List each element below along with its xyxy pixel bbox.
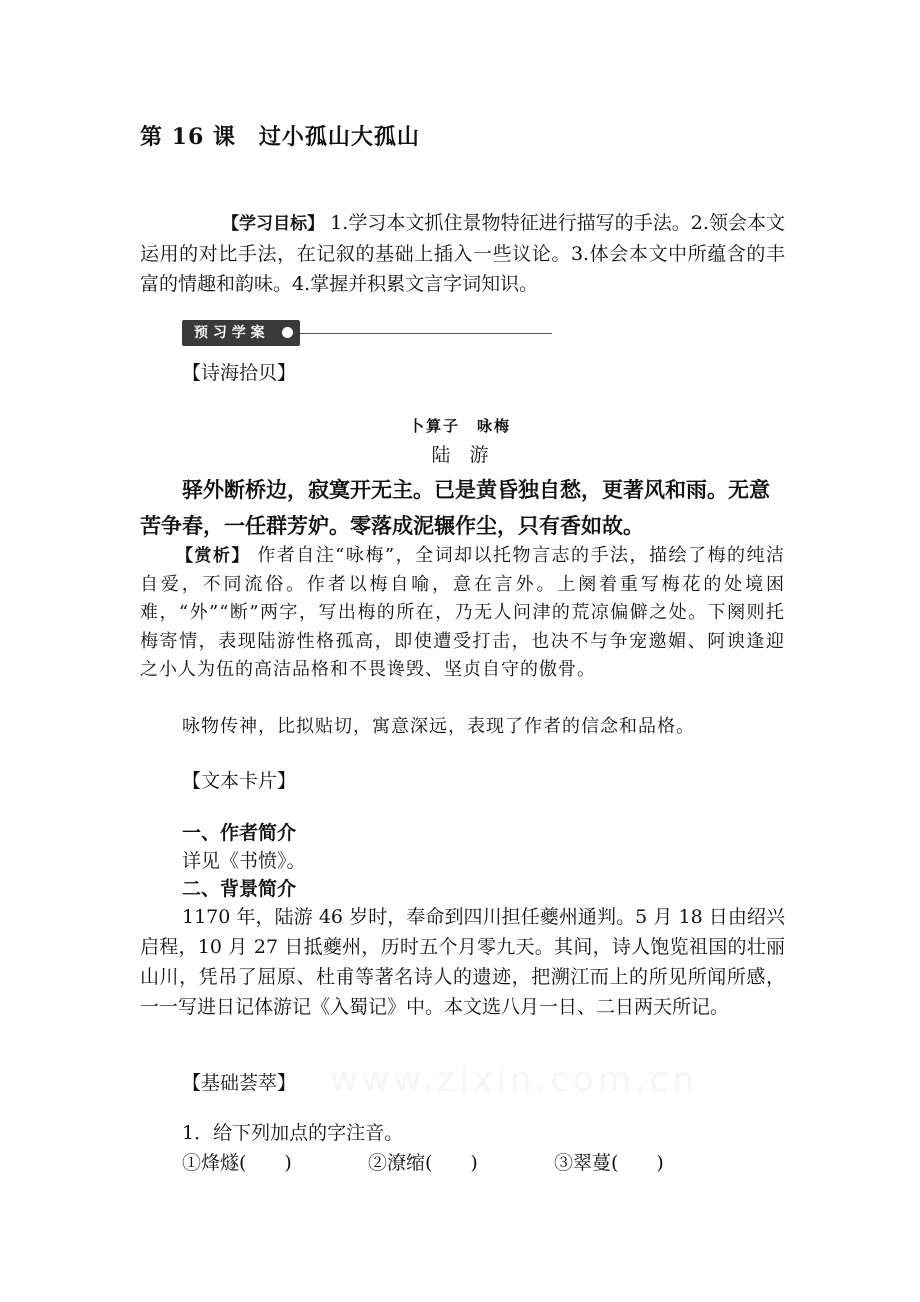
text-card-heading: 【文本卡片】 [182,770,297,792]
author-intro-text: 详见《书愤》。 [182,850,306,872]
question-1: 1．给下列加点的字注音。 [182,1122,404,1144]
analysis-tag: 【赏析】 [176,546,250,566]
watermark [330,1060,698,1100]
basics-heading: 【基础荟萃】 [182,1072,297,1094]
answer-item-1: ①烽燧( ) [182,1152,292,1174]
answer-item-2: ②潦缩( ) [368,1152,478,1174]
goals-tag: 【学习目标】 [222,214,325,234]
background-heading: 二、背景简介 [182,878,297,900]
banner-dot-icon [282,327,293,338]
analysis-summary: 咏物传神，比拟贴切，寓意深远，表现了作者的信念和品格。 [182,716,695,737]
poem-line: 苦争春，一任群芳妒。零落成泥辗作尘，只有香如故。 [140,514,644,538]
poem-line: 驿外断桥边，寂寞开无主。已是黄昏独自愁，更著风和雨。无意 [182,478,770,502]
analysis-text: 作者自注“咏梅”，全词却以托物言志的手法，描绘了梅的纯洁自爱，不同流俗。作者以梅自喻，意在言外。上阕着重写梅花的处境困难，“外”“断”两字，写出梅的所在，乃无人问津的荒凉偏僻之处。下阕则托梅寄情，表现陆游性格孤高，即使遭受打击，也决不与争宠邀媚、阿谀逢迎之小人为伍的高洁品格和不畏谗毁、坚贞自守的傲骨。 [140,545,785,680]
poem-title: 卜算子 咏梅 [408,417,511,435]
banner-divider [300,333,552,334]
banner-label: 预 习 学 案 [182,320,300,346]
author-intro-heading: 一、作者简介 [182,822,297,844]
background-text: 1170 年，陆游 46 岁时，奉命到四川担任夔州通判。5 月 18 日由绍兴启程，10 月 27 日抵夔州，历时五个月零九天。其间，诗人饱览祖国的壮丽山川，凭吊了屈原、杜甫等著名诗人的遗迹，把溯江而上的所见所闻所感，一一写进日记体游记《入蜀记》中。本文选八月一日、二日两天所记。 [140,906,785,1018]
goals-text: 1.学习本文抓住景物特征进行描写的手法。2.领会本文运用的对比手法，在记叙的基础上插入一些议论。3.体会本文中所蕴含的丰富的情趣和韵味。4.掌握并积累文言字词知识。 [140,212,785,295]
poem-analysis [140,542,785,685]
preview-banner [182,320,552,346]
answer-item-3: ③翠蔓( ) [554,1152,664,1174]
lesson-title: 第 16 课 过小孤山大孤山 [140,124,420,150]
poem-author: 陆 游 [431,444,489,466]
poetry-section-heading: 【诗海拾贝】 [182,362,297,384]
learning-goals [140,208,785,299]
